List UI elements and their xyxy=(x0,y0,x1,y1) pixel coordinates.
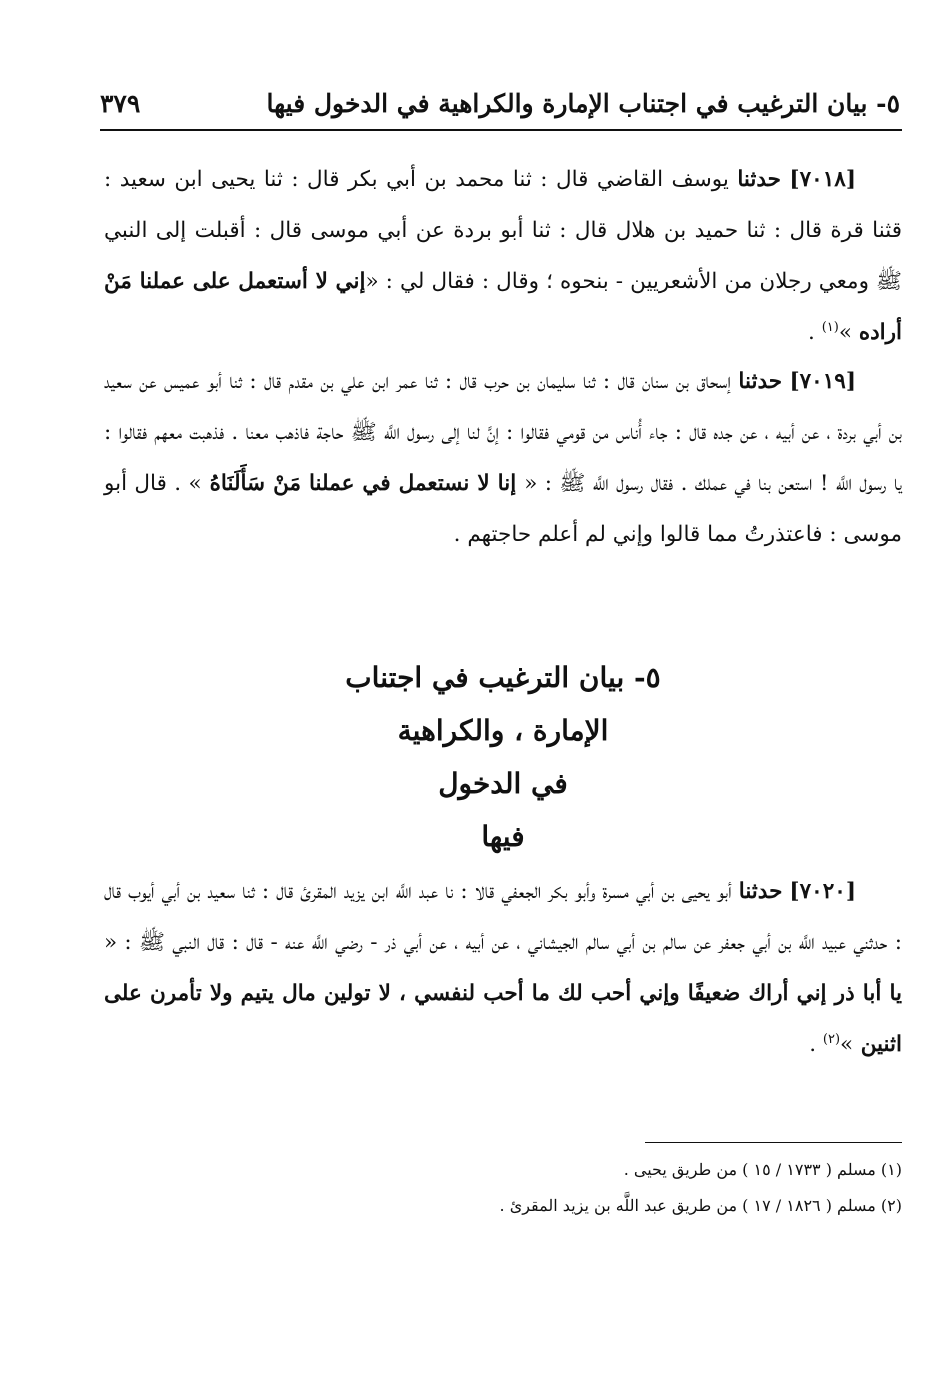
hadith-number: [٧٠١٨] xyxy=(789,167,856,192)
page-number: ٣٧٩ xyxy=(100,89,141,118)
chapter-heading-line: في الدخول xyxy=(438,767,568,800)
hadith-quote: إنا لا نستعمل في عملنا مَنْ سَأَلَنَاهُ xyxy=(201,471,525,496)
hadith-text: يوسف القاضي قال : ثنا محمد بن أبي بكر قال : ثنا يحيى ابن سعيد : قثنا قرة قال : ثنا حميد بن هلال قال : ثنا أبو بردة عن أبي موسى قال : أقبلت إلى النبي ﷺ ومعي رجلان من الأشعريين - بنحوه ؛ وقال : فقال لي : « xyxy=(104,167,902,294)
hadith-quote: إني لا أستعمل على عملنا مَنْ أراده xyxy=(104,269,902,345)
hadith-text: أبو يحيى بن أبي مسرة وأبو بكر الجعفي قالا : نا عبد اللَّه ابن يزيد المقرئ قال : ثنا سعيد بن أبي أيوب قال : حدثني عبيد اللَّه بن أبي جعفر عن سالم بن أبي سالم الجيشاني ، عن أبيه ، عن أبي ذر - رضي اللَّه عنه - قال : قال النبي ﷺ : « xyxy=(104,879,902,955)
hadith-opening: حدثنا xyxy=(738,879,783,904)
hadith-paragraph xyxy=(104,356,902,560)
hadith-quote: يا أبا ذر إني أراك ضعيفًا وإني أحب لك ما أحب لنفسي ، لا تولين مال يتيم ولا تأمرن على اثنين xyxy=(104,981,902,1057)
hadith-paragraph xyxy=(104,866,902,1070)
hadith-number: [٧٠٢٠] xyxy=(789,879,856,904)
hadith-quote-close: » xyxy=(840,1032,854,1057)
footnotes xyxy=(104,1152,902,1224)
hadith-opening: حدثنا xyxy=(738,369,783,394)
hadith-paragraph xyxy=(104,154,902,358)
footnote-divider xyxy=(645,1142,902,1143)
chapter-heading-line: الإمارة ، والكراهية xyxy=(397,714,609,747)
hadith-rest: » . قال أبو موسى : فاعتذرتُ مما قالوا وإني لم أعلم حاجتهم . xyxy=(104,471,902,547)
chapter-heading-line: ٥- بيان الترغيب في اجتناب xyxy=(345,661,661,694)
chapter-heading xyxy=(104,651,902,863)
hadith-text: إسحاق بن سنان قال : ثنا سليمان بن حرب قال : ثنا عمر ابن علي بن مقدم قال : ثنا أبو عميس عن سعيد بن أبي بردة ، عن أبيه ، عن جده قال : جاء أُناس من قومي فقالوا : إنَّ لنا إلى رسول اللَّه ﷺ حاجة فاذهب معنا . فذهبت معهم فقالوا : يا رسول اللَّه ! استعن بنا في عملك . فقال رسول اللَّه ﷺ : « xyxy=(104,369,902,496)
footnote: (٢) مسلم ( ١٨٢٦ / ١٧ ) من طريق عبد اللَّه بن يزيد المقرئ . xyxy=(499,1196,902,1215)
hadith-end: . xyxy=(808,320,822,345)
footnote-ref: (٢) xyxy=(822,1031,841,1047)
footnote-ref: (١) xyxy=(821,319,839,335)
hadith-7019 xyxy=(104,356,902,560)
running-title: ٥- بيان الترغيب في اجتناب الإمارة والكراهية في الدخول فيها xyxy=(266,89,900,118)
hadith-end: . xyxy=(809,1032,823,1057)
header-divider xyxy=(100,129,902,131)
footnote: (١) مسلم ( ١٧٣٣ / ١٥ ) من طريق يحيى . xyxy=(623,1160,902,1179)
hadith-opening: حدثنا xyxy=(737,167,781,192)
chapter-heading-line: فيها xyxy=(481,820,525,853)
page-header xyxy=(100,74,900,118)
hadith-7020 xyxy=(104,866,902,1070)
hadith-quote-close: » xyxy=(838,320,852,345)
hadith-number: [٧٠١٩] xyxy=(789,369,857,394)
hadith-7018 xyxy=(104,154,902,358)
